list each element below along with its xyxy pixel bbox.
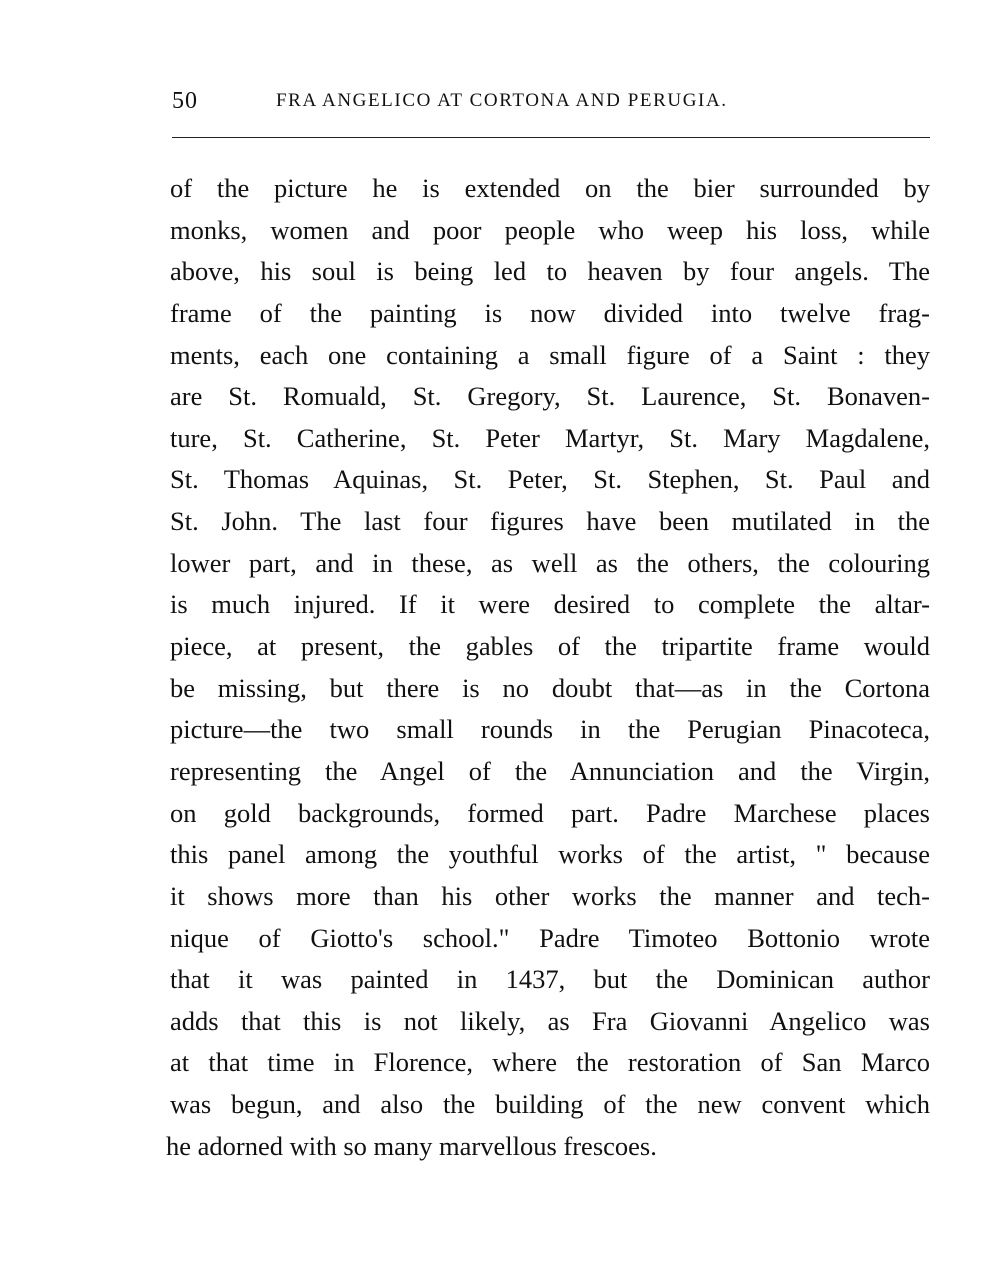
text-line-last: he adorned with so many marvellous frescoes. — [166, 1130, 657, 1161]
text-line: be missing, but there is no doubt that—as in the Cortona — [170, 672, 930, 703]
text-line: adds that this is not likely, as Fra Giovanni Angelico was — [170, 1005, 930, 1036]
text-line: is much injured. If it were desired to complete the altar- — [170, 589, 930, 620]
body-paragraph — [166, 168, 930, 1167]
header-rule — [172, 137, 930, 138]
text-line: frame of the painting is now divided into twelve frag- — [170, 297, 930, 328]
text-line: representing the Angel of the Annunciation and the Virgin, — [170, 755, 930, 786]
page-header — [172, 88, 930, 122]
text-line: this panel among the youthful works of the artist, " because — [170, 839, 930, 870]
text-line: ture, St. Catherine, St. Peter Martyr, St. Mary Magdalene, — [170, 422, 930, 453]
text-line: was begun, and also the building of the new convent which — [170, 1089, 930, 1120]
text-line: at that time in Florence, where the restoration of San Marco — [170, 1047, 930, 1078]
text-line: monks, women and poor people who weep his loss, while — [170, 214, 930, 245]
text-line: lower part, and in these, as well as the others, the colouring — [170, 547, 930, 578]
page-number: 50 — [172, 88, 198, 114]
text-line: St. Thomas Aquinas, St. Peter, St. Stephen, St. Paul and — [170, 464, 930, 495]
text-line: ments, each one containing a small figure of a Saint : they — [170, 339, 930, 370]
running-title: FRA ANGELICO AT CORTONA AND PERUGIA. — [276, 90, 728, 111]
text-line: picture—the two small rounds in the Perugian Pinacoteca, — [170, 714, 930, 745]
text-line: piece, at present, the gables of the tripartite frame would — [170, 631, 930, 662]
text-line: that it was painted in 1437, but the Dominican author — [170, 964, 930, 995]
text-line: of the picture he is extended on the bier surrounded by — [170, 173, 930, 203]
text-line: St. John. The last four figures have been mutilated in the — [170, 506, 930, 537]
text-line: it shows more than his other works the manner and tech- — [170, 880, 930, 911]
text-line: above, his soul is being led to heaven by four angels. The — [170, 256, 930, 287]
text-line: are St. Romuald, St. Gregory, St. Laurence, St. Bonaven- — [170, 381, 930, 412]
text-line: on gold backgrounds, formed part. Padre Marchese places — [170, 797, 930, 828]
text-line: nique of Giotto's school." Padre Timoteo Bottonio wrote — [170, 922, 930, 953]
